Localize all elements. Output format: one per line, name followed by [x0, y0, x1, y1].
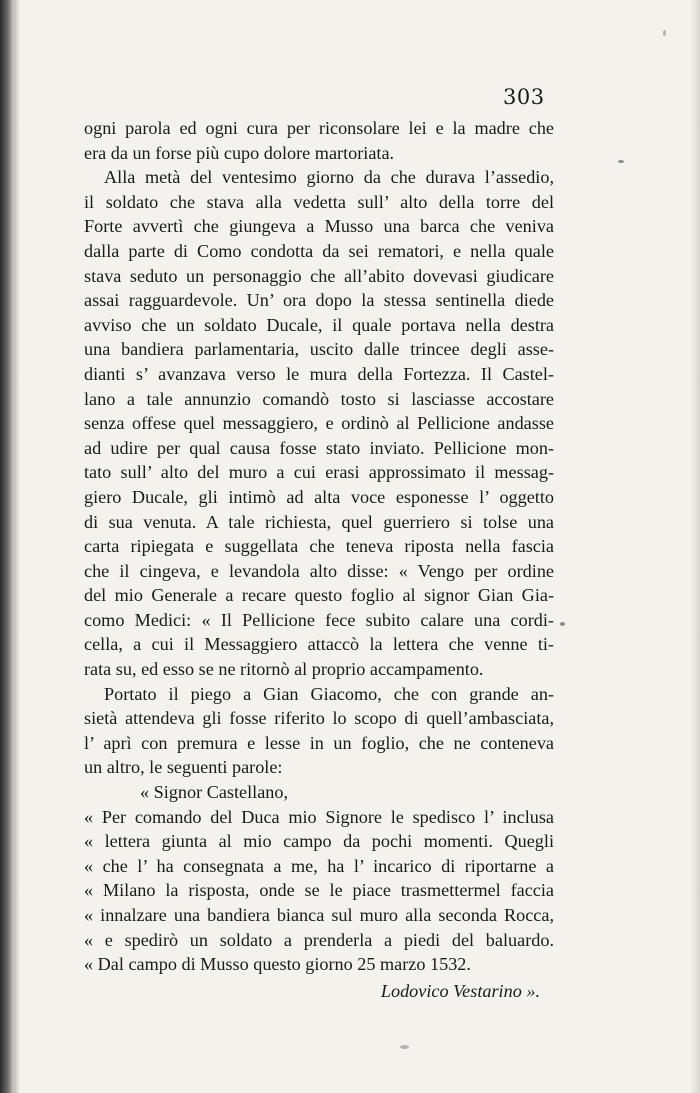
text-line: « Dal campo di Musso questo giorno 25 marzo 1532.	[84, 954, 471, 975]
signature-line: Lodovico Vestarino ».	[380, 980, 540, 1001]
text-line: l’ aprì con premura e lesse in un foglio, che ne conteneva	[84, 732, 554, 753]
text-line: « e spedirò un soldato a prenderla a piedi del baluardo.	[84, 929, 554, 950]
paper-speck	[400, 1045, 409, 1049]
text-line: giero Ducale, gli intimò ad alta voce esponesse l’ oggetto	[84, 486, 554, 507]
text-line: lano a tale annunzio comandò tosto si lasciasse accostare	[84, 388, 554, 409]
text-line: cella, a cui il Messaggiero attaccò la lettera che venne ti-	[84, 634, 554, 655]
text-line: « Signor Castellano,	[140, 782, 289, 803]
text-line: era da un forse più cupo dolore martoriata.	[84, 142, 395, 163]
text-line: del mio Generale a recare questo foglio al signor Gian Gia-	[84, 585, 554, 606]
text-line: una bandiera parlamentaria, uscito dalle trincee degli asse-	[84, 339, 554, 360]
text-line: il soldato che stava alla vedetta sull’ alto della torre del	[84, 191, 554, 212]
text-line: carta ripiegata e suggellata che teneva riposta nella fascia	[84, 536, 554, 557]
page-body-text	[84, 116, 554, 1003]
text-line: assai ragguardevole. Un’ ora dopo la stessa sentinella diede	[84, 290, 554, 311]
page-binding-shadow	[14, 0, 20, 1093]
text-line: « Milano la risposta, onde se le piace trasmettermel faccia	[84, 880, 554, 901]
text-line: Portato il piego a Gian Giacomo, che con grande an-	[104, 683, 554, 704]
text-line: un altro, le seguenti parole:	[84, 757, 283, 778]
text-line: senza offese quel messaggiero, e ordinò al Pellicione andasse	[84, 413, 554, 434]
text-line: dianti s’ avanzava verso le mura della Fortezza. Il Castel-	[84, 363, 554, 384]
paper-speck	[560, 622, 565, 626]
text-line: « innalzare una bandiera bianca sul muro alla seconda Rocca,	[84, 905, 554, 925]
text-line: Forte avvertì che giungeva a Musso una barca che veniva	[84, 216, 554, 237]
text-line: avviso che un soldato Ducale, il quale portava nella destra	[84, 314, 554, 335]
page-right-edge	[690, 0, 700, 1093]
text-line: sietà attendeva gli fosse riferito lo scopo di quell’ambasciata,	[84, 708, 554, 729]
text-line: Alla metà del ventesimo giorno da che durava l’assedio,	[104, 167, 554, 188]
page-binding-edge	[0, 0, 14, 1093]
text-line: como Medici: « Il Pellicione fece subito calare una cordi-	[84, 609, 554, 630]
text-line: dalla parte di Como condotta da sei rematori, e nella quale	[84, 240, 554, 261]
paper-speck	[663, 30, 666, 36]
text-line: di sua venuta. A tale richiesta, quel guerriero si tolse una	[84, 511, 554, 532]
text-line: ogni parola ed ogni cura per riconsolare lei e la madre che	[84, 118, 554, 138]
text-line: « Per comando del Duca mio Signore le spedisco l’ inclusa	[84, 806, 554, 827]
text-line: « lettera giunta al mio campo da pochi momenti. Quegli	[84, 831, 554, 852]
text-line: stava seduto un personaggio che all’abito dovevasi giudicare	[84, 265, 554, 286]
text-line: rata su, ed esso se ne ritornò al proprio accampamento.	[84, 659, 484, 680]
text-line: ad udire per qual causa fosse stato inviato. Pellicione mon-	[84, 437, 554, 458]
paper-speck	[618, 160, 624, 163]
text-line: che il cingeva, e levandola alto disse: « Vengo per ordine	[84, 560, 554, 581]
text-line: tato sull’ alto del muro a cui erasi approssimato il messag-	[84, 462, 554, 483]
text-line: « che l’ ha consegnata a me, ha l’ incarico di riportarne a	[84, 855, 554, 876]
page-number: 303	[503, 85, 545, 109]
